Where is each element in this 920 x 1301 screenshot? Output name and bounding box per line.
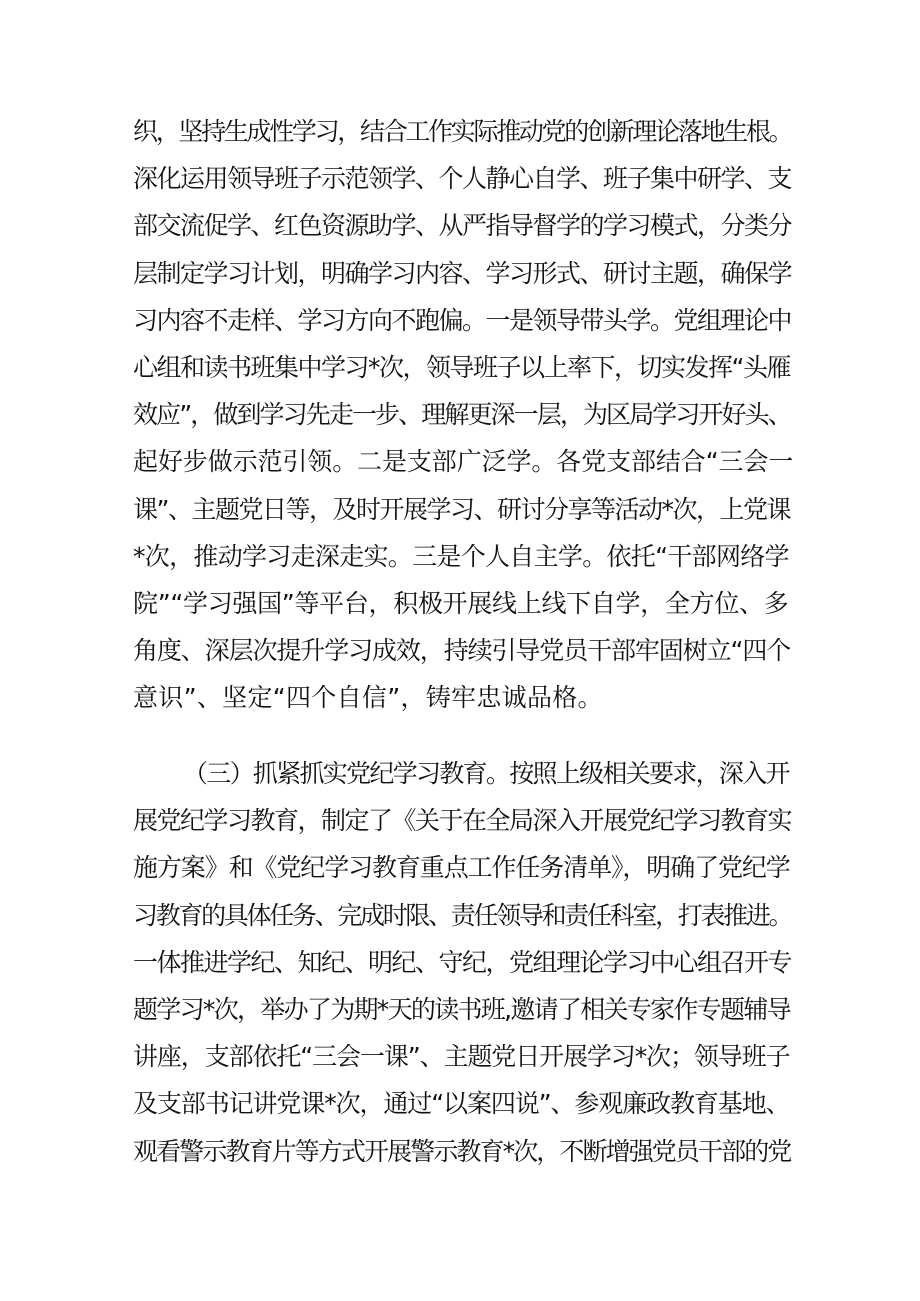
text-line: 效应”，做到学习先走一步、理解更深一层，为区局学习开好头、 [133,400,791,430]
text-line: 深化运用领导班子示范领学、个人静心自学、班子集中研学、支 [133,164,792,194]
text-line: 意识”、坚定“四个自信”，铸牢忠诚品格。 [133,683,603,713]
text-line: 讲座，支部依托“三会一课”、主题党日开展学习*次；领导班子 [133,1042,790,1072]
text-line: 层制定学习计划，明确学习内容、学习形式、研讨主题，确保学 [133,258,792,288]
text-line: 及支部书记讲党课*次，通过“以案四说”、参观廉政教育基地、 [133,1089,790,1119]
text-line: 角度、深层次提升学习成效，持续引导党员干部牢固树立“四个 [133,636,791,666]
text-line: 院”“学习强国”等平台，积极开展线上线下自学，全方位、多 [133,588,789,618]
text-line: 展党纪学习教育，制定了《关于在全局深入开展党纪学习教育实 [133,806,792,836]
text-line: 习内容不走样、学习方向不跑偏。一是领导带头学。党组理论中 [133,305,792,335]
text-line: *次，推动学习走深走实。三是个人自主学。依托“干部网络学 [133,541,789,571]
text-line: 心组和读书班集中学习*次，领导班子以上率下，切实发挥“头雁 [133,352,790,382]
text-line: 织，坚持生成性学习，结合工作实际推动党的创新理论落地生根。 [133,117,792,146]
text-line: 观看警示教育片等方式开展警示教育*次，不断增强党员干部的党 [133,1136,791,1166]
text-line: 习教育的具体任务、完成时限、责任领导和责任科室，打表推进。 [133,900,792,930]
text-line: 施方案》和《党纪学习教育重点工作任务清单》，明确了党纪学 [133,853,790,883]
text-line: （三）抓紧抓实党纪学习教育。按照上级相关要求，深入开 [183,759,789,788]
paragraph-study-mode [133,108,793,721]
text-line: 起好步做示范引领。二是支部广泛学。各党支部结合“三会一 [133,447,794,477]
text-line: 题学习*次，举办了为期*天的读书班,邀请了相关专家作专题辅导 [133,994,790,1024]
text-line: 课”、主题党日等，及时开展学习、研讨分享等活动*次，上党课 [133,494,790,524]
text-line: 部交流促学、红色资源助学、从严指导督学的学习模式，分类分 [133,211,792,241]
paragraph-discipline-education [133,750,793,1175]
text-line: 一体推进学纪、知纪、明纪、守纪，党组理论学习中心组召开专 [133,947,792,977]
